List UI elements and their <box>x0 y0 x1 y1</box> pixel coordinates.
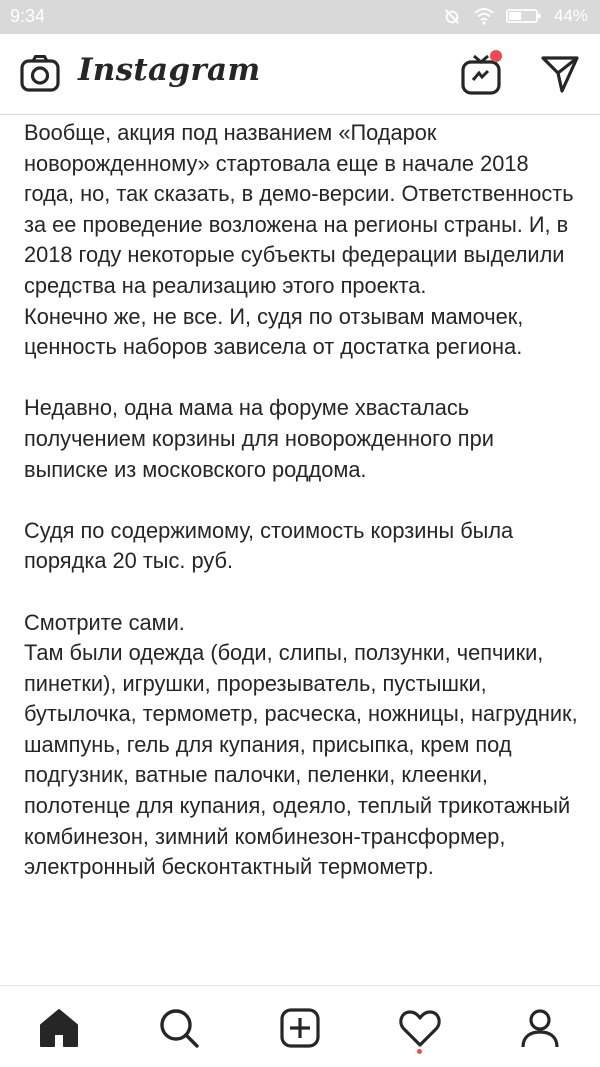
caption-paragraph: Судя по содержимому, стоимость корзины была порядка 20 тыс. руб. <box>24 517 514 574</box>
direct-message-icon[interactable] <box>540 54 580 94</box>
new-post-icon <box>279 1007 321 1049</box>
wifi-icon <box>474 7 494 25</box>
nav-new-post[interactable] <box>278 1006 322 1050</box>
caption-paragraph: Смотрите сами. <box>24 609 185 635</box>
battery-percent: 44% <box>553 6 588 25</box>
battery-icon <box>506 8 542 24</box>
caption-paragraph: Недавно, одна мама на форуме хвасталась получением корзины для новорожденного при выписке из московского роддома. <box>24 395 494 482</box>
search-icon <box>158 1007 200 1049</box>
caption-paragraph: Там были одежда (боди, слипы, ползунки, чепчики, пинетки), игрушки, прорезыватель, пустышки, бутылочка, термометр, расческа, ножницы, нагрудник, шампунь, гель для купания, присыпка, крем под подгузник, ватные палочки, пеленки, клеенки, полотенце для купания, одеяло, теплый трикотажный комбинезон, зимний комбинезон-трансформер, электронный бесконтактный термометр. <box>24 640 578 880</box>
nav-home[interactable] <box>37 1006 81 1050</box>
caption-paragraph: Вообще, акция под названием «Подарок новорожденному» стартовала еще в начале 2018 года, но, так сказать, в демо-версии. Ответственность за ее проведение возложена на регионы страны. И, в 2018 году некоторые субъекты федерации выделили средства на реализацию этого проекта. <box>24 120 574 298</box>
nav-profile[interactable] <box>518 1006 562 1050</box>
nav-search[interactable] <box>157 1006 201 1050</box>
activity-icon <box>399 1008 441 1048</box>
status-time: 9:34 <box>10 6 46 26</box>
alarm-off-icon <box>442 7 462 25</box>
instagram-logo[interactable]: Instagram <box>78 52 261 88</box>
igtv-notification-dot <box>490 50 502 62</box>
status-icons <box>442 6 588 26</box>
post-caption <box>24 118 580 984</box>
profile-icon <box>519 1007 561 1049</box>
bottom-navigation <box>0 985 600 1067</box>
nav-activity[interactable] <box>398 1006 442 1050</box>
top-app-bar <box>0 34 600 115</box>
caption-paragraph: Конечно же, не все. И, судя по отзывам мамочек, ценность наборов зависела от достатка региона. <box>24 303 524 360</box>
status-bar <box>0 0 600 34</box>
activity-notification-dot <box>417 1049 422 1054</box>
home-icon <box>38 1008 80 1048</box>
camera-icon[interactable] <box>20 54 60 94</box>
